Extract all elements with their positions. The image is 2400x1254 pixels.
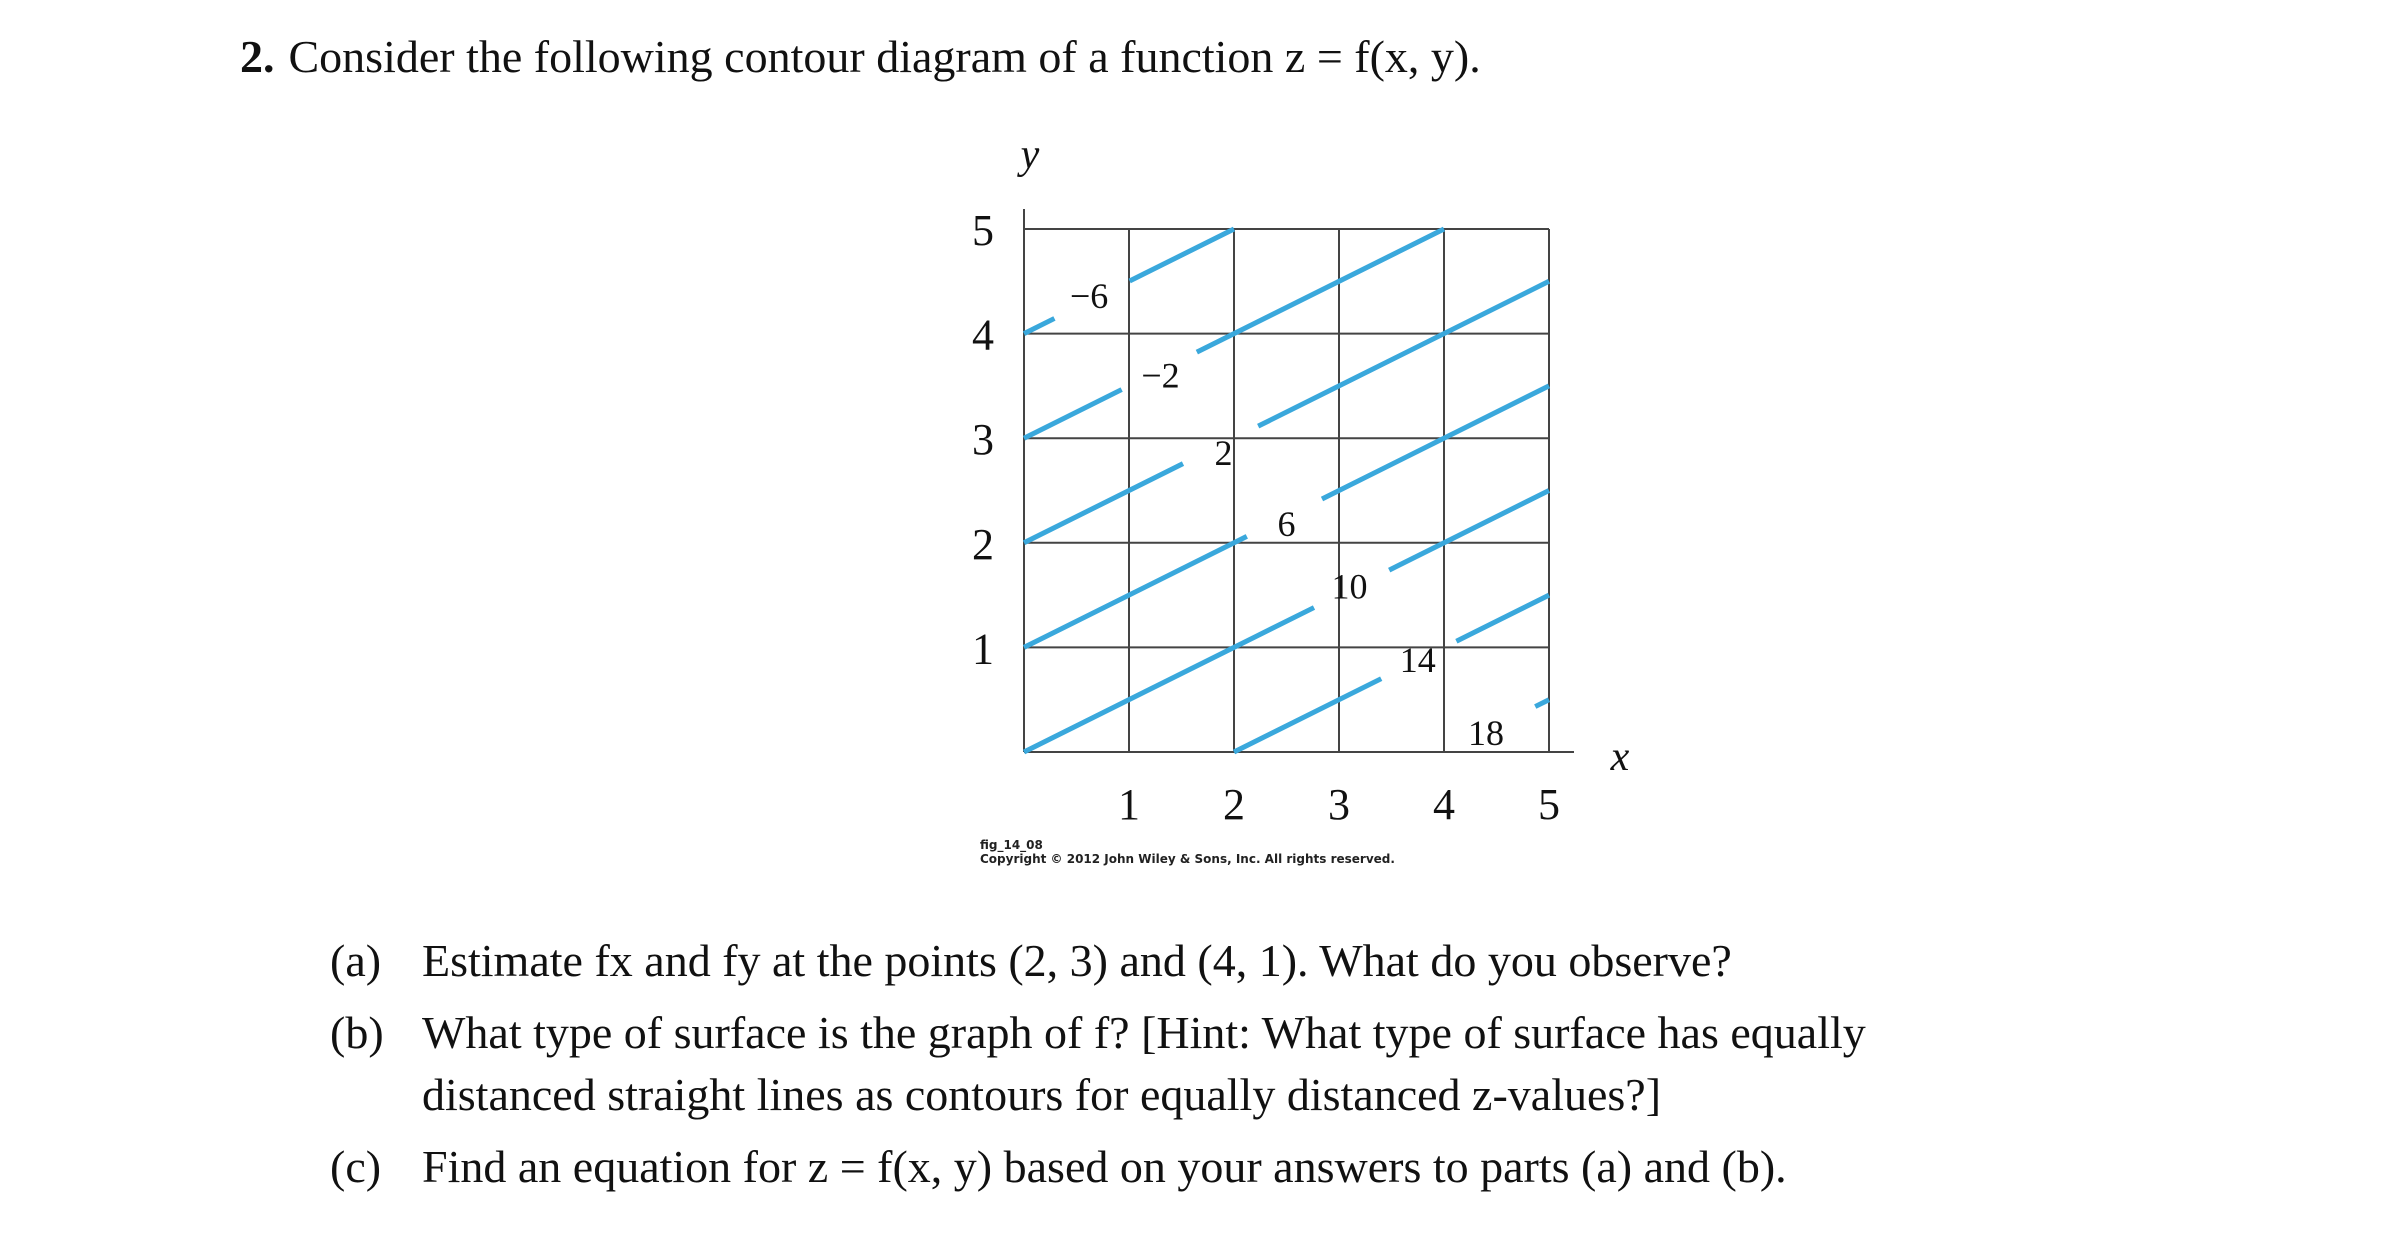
x-tick-label: 4: [1433, 780, 1455, 829]
y-axis-label: y: [1020, 132, 1040, 178]
contour-label: −2: [1141, 355, 1180, 396]
question-c: [330, 1136, 1866, 1198]
y-tick-label: 1: [972, 624, 994, 674]
contour-label: 2: [1214, 432, 1233, 473]
problem-intro: Consider the following contour diagram of a function z = f(x, y).: [288, 31, 1481, 82]
question-a-text: Estimate fx and fy at the points (2, 3) and (4, 1). What do you observe?: [422, 935, 1732, 986]
contour-label: −6: [1069, 275, 1109, 316]
question-list: [330, 930, 1866, 1198]
question-c-text: Find an equation for z = f(x, y) based on your answers to parts (a) and (b).: [422, 1141, 1787, 1192]
x-tick-label: 2: [1223, 780, 1245, 829]
x-tick-label: 1: [1118, 780, 1140, 829]
contour-z18: [1468, 700, 1549, 753]
question-b-text: What type of surface is the graph of f? [Hint: What type of surface has equally: [422, 1007, 1866, 1058]
x-axis-label: x: [1610, 734, 1630, 780]
y-tick-label: 3: [972, 415, 994, 465]
copyright: Copyright © 2012 John Wiley & Sons, Inc. All rights reserved.: [980, 852, 1395, 866]
y-tick-label: 2: [972, 519, 994, 569]
figure-id: fig_14_08: [980, 838, 1043, 852]
x-tick-label: 5: [1538, 780, 1560, 829]
question-b-continued: [330, 1064, 1866, 1126]
contour-lines: [1024, 229, 1549, 753]
question-b-text-2: distanced straight lines as contours for equally distanced z-values?]: [422, 1069, 1662, 1120]
question-b-label: (b): [330, 1007, 384, 1058]
contour-label: 18: [1468, 713, 1504, 754]
y-tick-label: 5: [972, 206, 994, 255]
question-c-label: (c): [330, 1141, 382, 1192]
problem-number: 2.: [240, 31, 275, 82]
question-a-label: (a): [330, 935, 382, 986]
contour-z6: [1024, 386, 1549, 648]
contour-label: 14: [1399, 639, 1436, 680]
x-tick-label: 3: [1328, 780, 1350, 829]
question-a: [330, 930, 1866, 992]
figure-credit: [980, 838, 1395, 866]
contour-label: 6: [1277, 503, 1296, 544]
contour-label: 10: [1331, 566, 1368, 607]
y-tick-label: 4: [972, 310, 994, 360]
question-b: [330, 1002, 1866, 1064]
